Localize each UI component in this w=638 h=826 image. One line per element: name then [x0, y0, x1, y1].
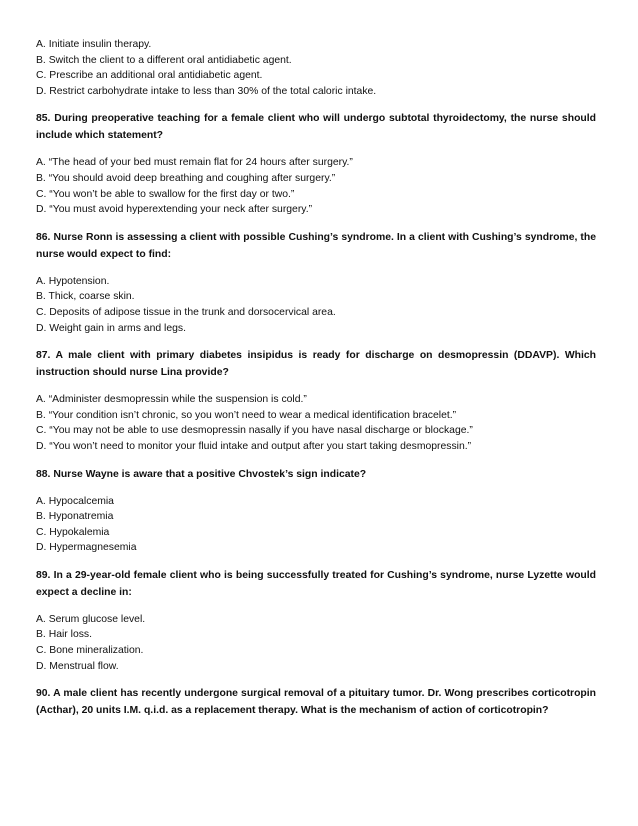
question-86 [36, 229, 596, 336]
option-b: B. Switch the client to a different oral antidiabetic agent. [36, 54, 292, 66]
question-text: 86. Nurse Ronn is assessing a client with possible Cushing’s syndrome. In a client with Cushing’s syndrome, the nurse would expect to find: [36, 231, 596, 260]
options-list [36, 274, 596, 336]
option-b: B. “You should avoid deep breathing and coughing after surgery.” [36, 172, 336, 184]
options-list [36, 155, 596, 217]
options-list [36, 612, 596, 674]
question-text: 85. During preoperative teaching for a female client who will undergo subtotal thyroidectomy, the nurse should include which statement? [36, 113, 596, 142]
option-c: C. Bone mineralization. [36, 645, 144, 657]
option-c: C. Hypokalemia [36, 526, 110, 538]
option-b: B. Hair loss. [36, 629, 93, 641]
option-a: A. Hypotension. [36, 275, 110, 287]
question-89 [36, 567, 596, 674]
options-list [36, 494, 596, 556]
option-d: D. Hypermagnesemia [36, 542, 137, 554]
option-a: A. Hypocalcemia [36, 495, 114, 507]
question-85 [36, 110, 596, 217]
option-d: D. Restrict carbohydrate intake to less than 30% of the total caloric intake. [36, 85, 377, 97]
option-c: C. “You may not be able to use desmopressin nasally if you have nasal discharge or blockage.” [36, 425, 473, 437]
option-d: D. “You must avoid hyperextending your neck after surgery.” [36, 204, 313, 216]
option-c: C. Prescribe an additional oral antidiabetic agent. [36, 70, 263, 82]
question-text: 89. In a 29-year-old female client who is being successfully treated for Cushing’s syndrome, nurse Lyzette would expect a decline in: [36, 569, 596, 598]
option-d: D. “You won’t need to monitor your fluid intake and output after you start taking desmopressin.” [36, 440, 472, 452]
option-c: C. Deposits of adipose tissue in the trunk and dorsocervical area. [36, 306, 336, 318]
option-a: A. “The head of your bed must remain flat for 24 hours after surgery.” [36, 157, 353, 169]
option-b: B. Thick, coarse skin. [36, 291, 135, 303]
question-90 [36, 685, 596, 719]
option-d: D. Weight gain in arms and legs. [36, 322, 186, 334]
options-list [36, 392, 596, 454]
question-text: 88. Nurse Wayne is aware that a positive Chvostek’s sign indicate? [36, 468, 367, 480]
document-page [36, 37, 596, 719]
option-a: A. Initiate insulin therapy. [36, 39, 152, 50]
continued-options [36, 37, 596, 99]
option-b: B. “Your condition isn’t chronic, so you won’t need to wear a medical identification bracelet.” [36, 409, 457, 421]
option-c: C. “You won’t be able to swallow for the first day or two.” [36, 188, 295, 200]
question-87 [36, 347, 596, 454]
question-88 [36, 466, 596, 556]
question-text: 87. A male client with primary diabetes insipidus is ready for discharge on desmopressin (DDAVP). Which instruction should nurse Lina provide? [36, 350, 596, 379]
option-d: D. Menstrual flow. [36, 660, 119, 672]
option-b: B. Hyponatremia [36, 511, 114, 523]
option-a: A. Serum glucose level. [36, 613, 146, 625]
option-a: A. “Administer desmopressin while the suspension is cold.” [36, 394, 307, 406]
question-text: 90. A male client has recently undergone surgical removal of a pituitary tumor. Dr. Wong prescribes corticotropin (Acthar), 20 units I.M. q.i.d. as a replacement therapy. What is the mechanism of action of corticotropin? [36, 688, 596, 717]
